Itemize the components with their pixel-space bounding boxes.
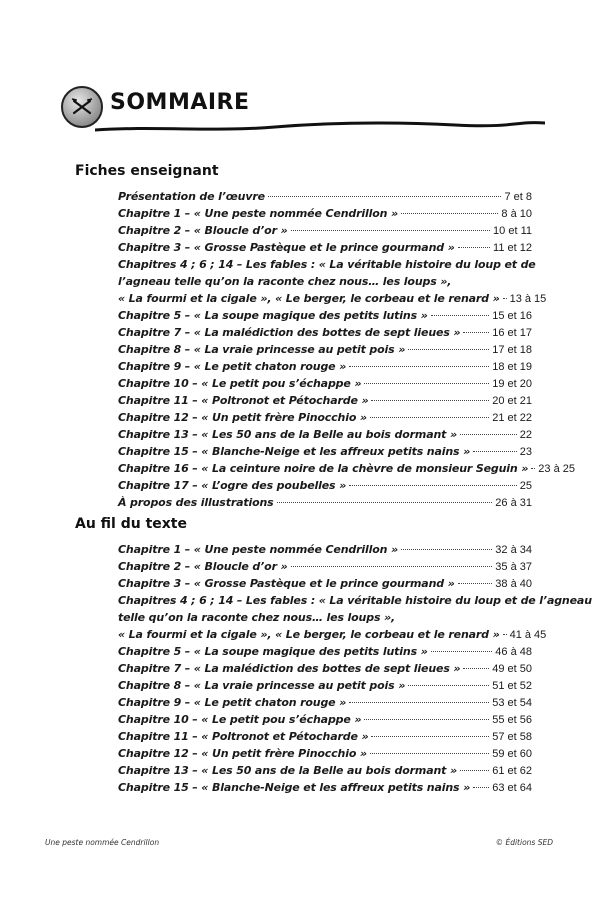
- toc-row-label: Chapitre 2 – « Bloucle d’or »: [118, 560, 288, 573]
- toc-row-pages: 57 et 58: [492, 731, 532, 743]
- toc-row-pages: 19 et 20: [492, 378, 532, 390]
- toc-row-label: Chapitre 3 – « Grosse Pastèque et le prince gourmand »: [118, 241, 455, 254]
- footer-book-title: Une peste nommée Cendrillon: [45, 838, 160, 847]
- toc-leader-dots: [503, 298, 507, 299]
- toc-row-pages: 59 et 60: [492, 748, 532, 760]
- toc-leader-dots: [473, 451, 517, 452]
- toc-row: [118, 358, 532, 375]
- toc-row-label: Chapitre 5 – « La soupe magique des petits lutins »: [118, 309, 428, 322]
- toc-row-label: Chapitre 10 – « Le petit pou s’échappe »: [118, 377, 362, 390]
- toc-leader-dots: [268, 196, 502, 197]
- toc-row-label: Chapitre 16 – « La ceinture noire de la chèvre de monsieur Seguin »: [118, 462, 529, 475]
- toc-leader-dots: [458, 583, 493, 584]
- toc-row-label: Chapitre 9 – « Le petit chaton rouge »: [118, 360, 347, 373]
- toc-row-pages: 11 et 12: [493, 242, 532, 254]
- toc-row-pages: 20 et 21: [492, 395, 532, 407]
- toc-row: [118, 307, 532, 324]
- toc-row-pages: 23 à 25: [538, 463, 575, 475]
- toc-leader-dots: [460, 770, 489, 771]
- toc-row-pages: 25: [519, 480, 532, 492]
- toc-row-label: Chapitre 3 – « Grosse Pastèque et le prince gourmand »: [118, 577, 455, 590]
- toc-row-label: Présentation de l’œuvre: [118, 190, 265, 203]
- toc-row-pages: 63 et 64: [492, 782, 532, 794]
- toc-row: [118, 341, 532, 358]
- toc-row-label: Chapitre 11 – « Poltronot et Pétocharde »: [118, 394, 369, 407]
- toc-row-pages: 41 à 45: [509, 629, 547, 641]
- toc-row-pages: 8 à 10: [501, 208, 532, 220]
- toc-row: [118, 711, 532, 728]
- toc-leader-dots: [401, 549, 492, 550]
- toc-row-label: Chapitre 8 – « La vraie princesse au petit pois »: [118, 679, 406, 692]
- toc-leader-dots: [364, 719, 489, 720]
- toc-row-pages: 18 et 19: [492, 361, 532, 373]
- toc-row: [118, 188, 532, 205]
- toc-row-pages: 10 et 11: [493, 225, 532, 237]
- toc-leader-dots: [370, 753, 489, 754]
- toc-row: [118, 205, 532, 222]
- toc-leader-dots: [401, 213, 498, 214]
- toc-row-label: Chapitre 12 – « Un petit frère Pinocchio »: [118, 747, 367, 760]
- toc-row: [118, 392, 532, 409]
- toc-row: [118, 290, 547, 307]
- toc-leader-dots: [371, 736, 489, 737]
- toc-leader-dots: [349, 702, 489, 703]
- toc-row-pages: 61 et 62: [492, 765, 532, 777]
- toc-row: [118, 728, 532, 745]
- toc-list-au-fil-du-texte: [118, 541, 592, 796]
- toc-row-label: Chapitre 9 – « Le petit chaton rouge »: [118, 696, 347, 709]
- toc-leader-dots: [371, 400, 489, 401]
- toc-row-pages: 7 et 8: [504, 191, 532, 203]
- toc-row: [118, 779, 532, 796]
- toc-row-label: telle qu’on la raconte chez nous… les loups »,: [118, 611, 396, 624]
- toc-row: [118, 694, 532, 711]
- toc-row: [118, 575, 532, 592]
- toc-row: [118, 541, 532, 558]
- toc-row: [118, 375, 532, 392]
- toc-row-pages: 22: [519, 429, 532, 441]
- toc-leader-dots: [531, 468, 535, 469]
- toc-row: [118, 426, 532, 443]
- toc-row-label: Chapitre 17 – « L’ogre des poubelles »: [118, 479, 347, 492]
- toc-leader-dots: [460, 434, 517, 435]
- toc-leader-dots: [463, 332, 489, 333]
- toc-row: [118, 324, 532, 341]
- toc-row: [118, 626, 547, 643]
- toc-row: [118, 643, 532, 660]
- toc-row: [118, 494, 532, 511]
- toc-row-pages: 38 à 40: [495, 578, 532, 590]
- toc-row-pages: 26 à 31: [495, 497, 532, 509]
- toc-leader-dots: [277, 502, 493, 503]
- toc-row-label: Chapitre 2 – « Bloucle d’or »: [118, 224, 288, 237]
- toc-row: [118, 256, 536, 273]
- section-title-fiches-enseignant: Fiches enseignant: [75, 163, 219, 179]
- toc-row-label: l’agneau telle qu’on la raconte chez nous… les loups »,: [118, 275, 452, 288]
- toc-row: [118, 477, 532, 494]
- section-title-au-fil-du-texte: Au fil du texte: [75, 516, 187, 532]
- toc-row-label: À propos des illustrations: [118, 496, 274, 509]
- toc-leader-dots: [473, 787, 489, 788]
- toc-row-pages: 21 et 22: [492, 412, 532, 424]
- toc-row: [118, 443, 532, 460]
- toc-row-pages: 46 à 48: [495, 646, 532, 658]
- toc-row-pages: 53 et 54: [492, 697, 532, 709]
- toc-row-pages: 32 à 34: [495, 544, 532, 556]
- toc-row-pages: 13 à 15: [509, 293, 547, 305]
- toc-row-label: Chapitre 7 – « La malédiction des bottes de sept lieues »: [118, 662, 461, 675]
- toc-row-label: Chapitre 5 – « La soupe magique des petits lutins »: [118, 645, 428, 658]
- toc-leader-dots: [408, 685, 489, 686]
- toc-row: [118, 609, 532, 626]
- toc-row-label: Chapitre 7 – « La malédiction des bottes de sept lieues »: [118, 326, 461, 339]
- toc-row-label: Chapitres 4 ; 6 ; 14 – Les fables : « La véritable histoire du loup et de l’agneau: [118, 594, 592, 607]
- toc-row: [118, 409, 532, 426]
- toc-row-label: Chapitre 1 – « Une peste nommée Cendrillon »: [118, 207, 399, 220]
- toc-row-pages: 23: [519, 446, 532, 458]
- toc-row-label: Chapitre 13 – « Les 50 ans de la Belle au bois dormant »: [118, 764, 457, 777]
- toc-row-label: Chapitre 15 – « Blanche-Neige et les affreux petits nains »: [118, 781, 471, 794]
- toc-leader-dots: [291, 566, 493, 567]
- toc-row-label: Chapitre 13 – « Les 50 ans de la Belle au bois dormant »: [118, 428, 457, 441]
- toc-row-label: « La fourmi et la cigale », « Le berger, le corbeau et le renard »: [118, 628, 500, 641]
- toc-row-pages: 49 et 50: [492, 663, 532, 675]
- toc-row: [118, 745, 532, 762]
- toc-row-label: Chapitre 8 – « La vraie princesse au petit pois »: [118, 343, 406, 356]
- toc-row-label: Chapitre 11 – « Poltronot et Pétocharde »: [118, 730, 369, 743]
- toc-row-label: Chapitre 10 – « Le petit pou s’échappe »: [118, 713, 362, 726]
- toc-leader-dots: [408, 349, 489, 350]
- toc-row-label: Chapitre 12 – « Un petit frère Pinocchio »: [118, 411, 367, 424]
- toc-leader-dots: [349, 366, 489, 367]
- toc-leader-dots: [503, 634, 507, 635]
- toc-row: [118, 273, 532, 290]
- page-title: SOMMAIRE: [110, 90, 250, 115]
- toc-row: [118, 222, 532, 239]
- toc-row: [118, 762, 532, 779]
- toc-list-fiches-enseignant: [118, 188, 575, 511]
- toc-leader-dots: [463, 668, 489, 669]
- toc-row-label: Chapitre 1 – « Une peste nommée Cendrillon »: [118, 543, 399, 556]
- toc-row-pages: 55 et 56: [492, 714, 532, 726]
- toc-row-label: « La fourmi et la cigale », « Le berger, le corbeau et le renard »: [118, 292, 500, 305]
- toc-leader-dots: [370, 417, 489, 418]
- toc-leader-dots: [349, 485, 517, 486]
- toc-leader-dots: [431, 315, 490, 316]
- toc-row-pages: 17 et 18: [492, 344, 532, 356]
- toc-row-pages: 15 et 16: [492, 310, 532, 322]
- toc-row: [118, 460, 575, 477]
- toc-row: [118, 592, 592, 609]
- toc-row-pages: 51 et 52: [492, 680, 532, 692]
- toc-row-label: Chapitres 4 ; 6 ; 14 – Les fables : « La véritable histoire du loup et de: [118, 258, 536, 271]
- footer-publisher: © Éditions SED: [495, 838, 553, 847]
- header-wavy-rule: [95, 108, 545, 138]
- toc-leader-dots: [431, 651, 493, 652]
- toc-leader-dots: [291, 230, 491, 231]
- toc-row-label: Chapitre 15 – « Blanche-Neige et les affreux petits nains »: [118, 445, 471, 458]
- toc-row-pages: 35 à 37: [495, 561, 532, 573]
- toc-row-pages: 16 et 17: [492, 327, 532, 339]
- toc-leader-dots: [458, 247, 490, 248]
- toc-row: [118, 660, 532, 677]
- toc-leader-dots: [364, 383, 489, 384]
- toc-row: [118, 239, 532, 256]
- toc-row: [118, 677, 532, 694]
- toc-row: [118, 558, 532, 575]
